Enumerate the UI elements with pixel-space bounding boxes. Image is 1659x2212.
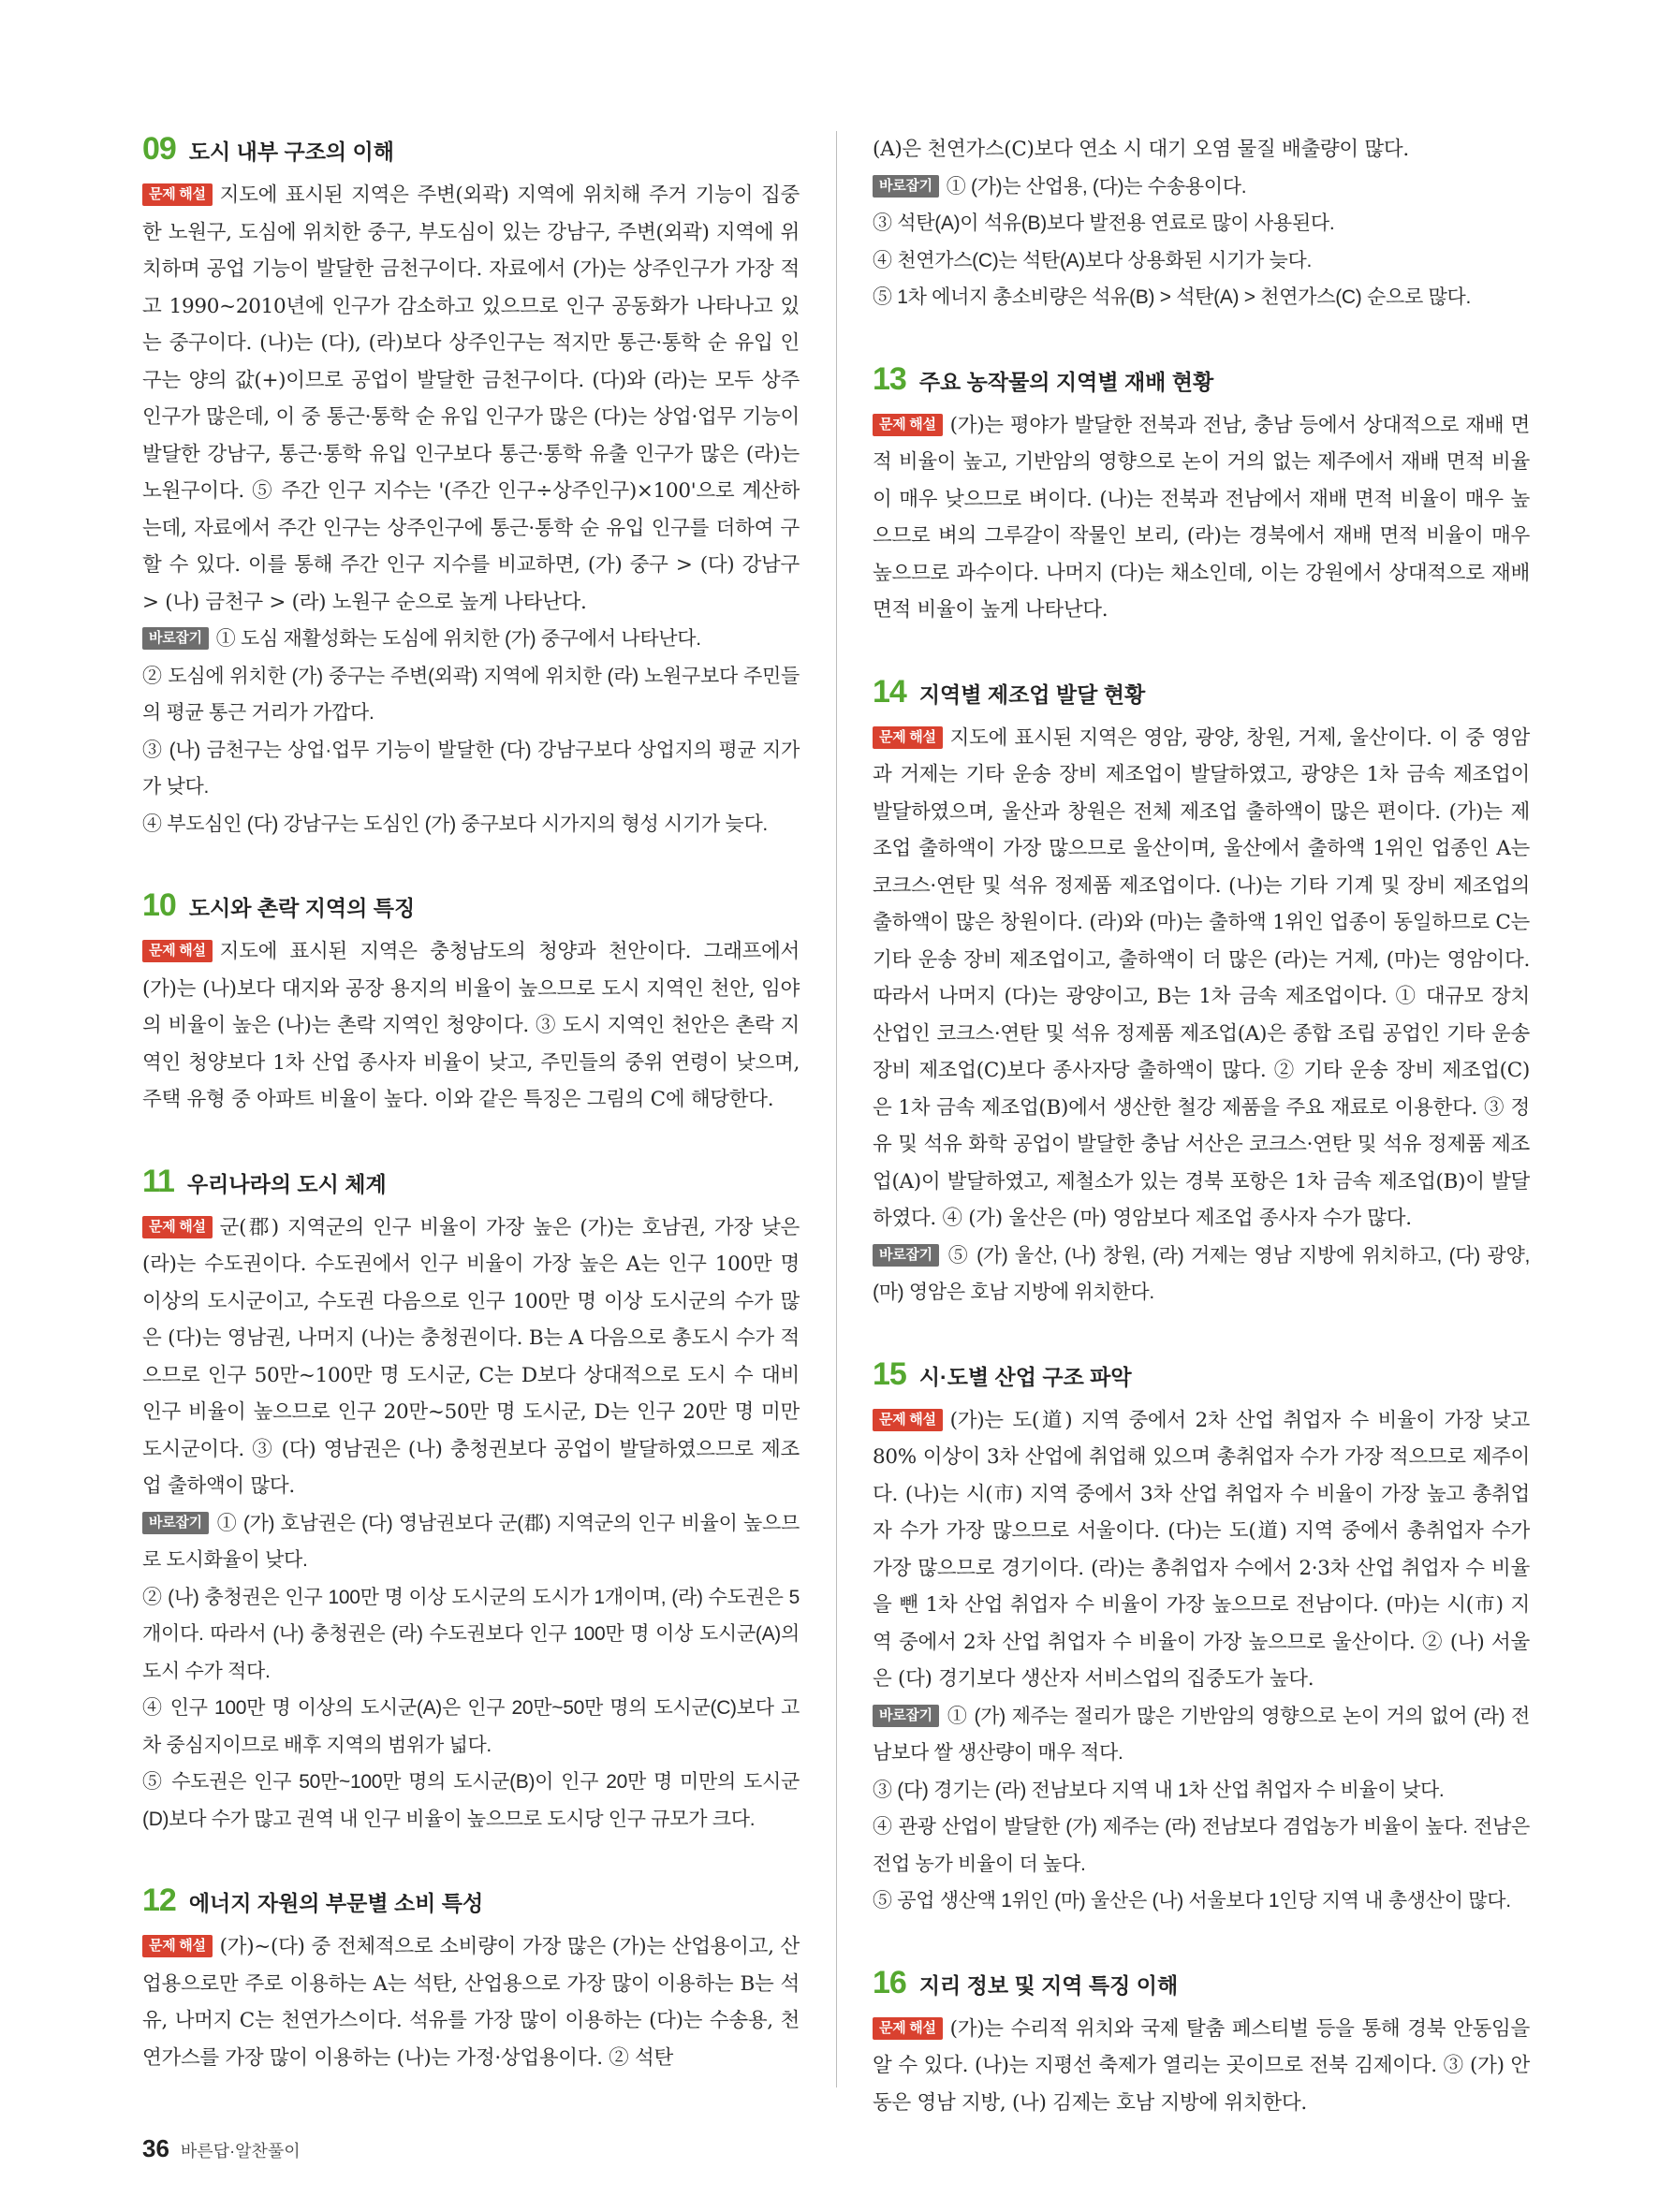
section-16 [873, 1965, 1530, 2122]
section-header [142, 1882, 800, 1919]
section-number: 09 [142, 131, 176, 167]
explanation-paragraph [142, 1928, 800, 2076]
section-header [873, 674, 1530, 710]
correction-item [142, 658, 800, 732]
corrections-continued [873, 168, 1530, 316]
right-column [873, 131, 1530, 2166]
explanation-badge: 문제 해설 [873, 726, 943, 749]
correction-item [873, 279, 1530, 316]
explanation-paragraph [142, 933, 800, 1119]
section-12 [142, 1882, 800, 2076]
correction-text: ② (나) 충청권은 인구 100만 명 이상 도시군의 도시가 1개이며, (라) 수도권은 5개이다. 따라서 (나) 충청권은 (라) 수도권보다 인구 100만 명 이상 도시군(A)의 도시 수가 적다. [142, 1586, 800, 1682]
book-title: 바른답·알찬풀이 [180, 2142, 301, 2161]
section-title: 주요 농작물의 지역별 재배 현황 [918, 369, 1214, 394]
explanation-badge: 문제 해설 [873, 1409, 943, 1431]
explanation-text: 지도에 표시된 지역은 영암, 광양, 창원, 거제, 울산이다. 이 중 영암과 거제는 기타 운송 장비 제조업이 발달하였고, 광양은 1차 금속 제조업이 발달하였으며, 울산과 창원은 전체 제조업 출하액이 많은 편이다. (가)는 제조업 출하액이 가장 많으므로 울산이며, 울산에서 출하액 1위인 업종인 A는 코크스·연탄 및 석유 정제품 제조업이다. (나)는 기타 기계 및 장비 제조업의 출하액이 많은 창원이다. (라)와 (마)는 출하액 1위인 업종이 동일하므로 C는 기타 운송 장비 제조업이고, 출하액이 더 많은 (라)는 거제, (마)는 영암이다. 따라서 나머지 (다)는 광양이고, B는 1차 금속 제조업이다. ① 대규모 장치 산업인 코크스·연탄 및 석유 정제품 제조업(A)은 종합 조립 공업인 기타 운송 장비 제조업(C)보다 종사자당 출하액이 많다. ② 기타 운송 장비 제조업(C)은 1차 금속 제조업(B)에서 생산한 철강 제품을 주요 재료로 이용한다. ③ 정유 및 석유 화학 공업이 발달한 충남 서산은 코크스·연탄 및 석유 정제품 제조업(A)이 발달하였고, 제철소가 있는 경북 포항은 1차 금속 제조업(B)이 발달하였다. ④ (가) 울산은 (마) 영암보다 제조업 종사자 수가 많다. [873, 725, 1530, 1230]
explanation-badge: 문제 해설 [142, 940, 213, 962]
section-number: 15 [873, 1355, 906, 1392]
section-header [873, 1356, 1530, 1393]
section-number: 11 [142, 1163, 174, 1199]
section-title: 지리 정보 및 지역 특징 이해 [918, 1972, 1179, 1998]
explanation-text: (가)는 평야가 발달한 전북과 전남, 충남 등에서 상대적으로 재배 면적 비율이 높고, 기반암의 영향으로 논이 거의 없는 제주에서 재배 면적 비율이 매우 낮으므로 벼이다. (나)는 전북과 전남에서 재배 면적 비율이 매우 높으므로 벼의 그루갈이 작물인 보리, (라)는 경북에서 재배 면적 비율이 매우 높으므로 과수이다. 나머지 (다)는 채소인데, 이는 강원에서 상대적으로 재배 면적 비율이 높게 나타난다. [873, 413, 1530, 622]
correction-item [142, 732, 800, 806]
correction-item [873, 205, 1530, 242]
column-divider [836, 131, 837, 2087]
section-number: 10 [142, 887, 176, 923]
section-header [873, 1965, 1530, 2001]
correction-badge: 바로잡기 [142, 1512, 209, 1534]
correction-item [873, 1698, 1530, 1772]
correction-text: ⑤ (가) 울산, (나) 창원, (라) 거제는 영남 지방에 위치하고, (다) 광양, (마) 영암은 호남 지방에 위치한다. [873, 1244, 1530, 1303]
section-title: 에너지 자원의 부문별 소비 특성 [188, 1891, 484, 1915]
section-11 [142, 1164, 800, 1838]
section-header [142, 1164, 800, 1200]
correction-text: ④ 관광 산업이 발달한 (가) 제주는 (라) 전남보다 겸업농가 비율이 높다. 전남은 전업 농가 비율이 더 높다. [873, 1816, 1530, 1875]
explanation-paragraph [873, 2011, 1530, 2122]
explanation-paragraph [873, 1402, 1530, 1698]
correction-text: ⑤ 수도권은 인구 50만~100만 명의 도시군(B)이 인구 20만 명 미만의 도시군(D)보다 수가 많고 권역 내 인구 비율이 높으므로 도시당 인구 규모가 크다. [142, 1771, 800, 1830]
explanation-text: (가)는 도(道) 지역 중에서 2차 산업 취업자 수 비율이 가장 낮고 80% 이상이 3차 산업에 취업해 있으며 총취업자 수가 가장 적으므로 제주이다. (나)는 시(市) 지역 중에서 3차 산업 취업자 수 비율이 가장 높고 총취업자 수가 가장 많으므로 서울이다. (다)는 도(道) 지역 중에서 총취업자 수가 가장 많으므로 경기이다. (라)는 총취업자 수에서 2·3차 산업 취업자 수 비율을 뺀 1차 산업 취업자 수 비율이 가장 높으므로 전남이다. (마)는 시(市) 지역 중에서 2차 산업 취업자 수 비율이 가장 높으므로 울산이다. ② (나) 서울은 (다) 경기보다 생산자 서비스업의 집중도가 높다. [873, 1408, 1530, 1691]
explanation-text: 군(郡) 지역군의 인구 비율이 가장 높은 (가)는 호남권, 가장 낮은 (라)는 수도권이다. 수도권에서 인구 비율이 가장 높은 A는 인구 100만 명 이상의 도시군이고, 수도권 다음으로 인구 100만 명 이상 도시군의 수가 많은 (다)는 영남권, 나머지 (나)는 충청권이다. B는 A 다음으로 총도시 수가 적으므로 인구 50만~100만 명 도시군, C는 D보다 상대적으로 도시 수 대비 인구 비율이 높으므로 인구 20만~50만 명 도시군, D는 인구 20만 명 미만 도시군이다. ③ (다) 영남권은 (나) 충청권보다 공업이 발달하였으므로 제조업 출하액이 많다. [142, 1215, 800, 1498]
explanation-badge: 문제 해설 [142, 183, 213, 206]
explanation-paragraph [873, 407, 1530, 629]
page-number: 36 [142, 2134, 169, 2162]
correction-badge: 바로잡기 [873, 175, 939, 198]
section-13 [873, 361, 1530, 629]
section-title: 우리나라의 도시 체계 [186, 1171, 387, 1196]
correction-item [142, 806, 800, 843]
correction-text: ④ 천연가스(C)는 석탄(A)보다 상용화된 시기가 늦다. [873, 249, 1312, 271]
section-number: 13 [873, 360, 906, 397]
correction-item [873, 1772, 1530, 1809]
correction-badge: 바로잡기 [142, 627, 209, 650]
section-title: 도시와 촌락 지역의 특징 [188, 896, 416, 920]
explanation-badge: 문제 해설 [873, 414, 943, 436]
explanation-badge: 문제 해설 [873, 2017, 943, 2040]
correction-item [142, 1764, 800, 1838]
correction-badge: 바로잡기 [873, 1244, 939, 1267]
section-number: 14 [873, 673, 906, 710]
correction-text: ③ 석탄(A)이 석유(B)보다 발전용 연료로 많이 사용된다. [873, 212, 1335, 234]
section-number: 12 [142, 1882, 176, 1918]
explanation-paragraph [142, 1209, 800, 1505]
section-header [142, 131, 800, 168]
explanation-continued: (A)은 천연가스(C)보다 연소 시 대기 오염 물질 배출량이 많다. [873, 138, 1409, 161]
explanation-paragraph [142, 177, 800, 621]
explanation-text: 지도에 표시된 지역은 충청남도의 청양과 천안이다. 그래프에서 (가)는 (나)보다 대지와 공장 용지의 비율이 높으므로 도시 지역인 천안, 임야의 비율이 높은 (나)는 촌락 지역인 청양이다. ③ 도시 지역인 천안은 촌락 지역인 청양보다 1차 산업 종사자 비율이 낮고, 주민들의 중위 연령이 낮으며, 주택 유형 중 아파트 비율이 높다. 이와 같은 특징은 그림의 C에 해당한다. [142, 940, 800, 1111]
correction-text: ① (가) 호남권은 (다) 영남권보다 군(郡) 지역군의 인구 비율이 높으므로 도시화율이 낮다. [142, 1512, 800, 1571]
correction-item [142, 621, 800, 658]
section-title: 지역별 제조업 발달 현황 [918, 681, 1146, 707]
section-header [873, 361, 1530, 398]
explanation-text: (가)~(다) 중 전체적으로 소비량이 가장 많은 (가)는 산업용이고, 산업용으로만 주로 이용하는 A는 석탄, 산업용으로 가장 많이 이용하는 B는 석유, 나머지 C는 천연가스이다. 석유를 가장 많이 이용하는 (다)는 수송용, 천연가스를 가장 많이 이용하는 (나)는 가정·상업용이다. ② 석탄 [142, 1935, 800, 2070]
explanation-text: 지도에 표시된 지역은 주변(외곽) 지역에 위치해 주거 기능이 집중한 노원구, 도심에 위치한 중구, 부도심이 있는 강남구, 주변(외곽) 지역에 위치하며 공업 기능이 발달한 금천구이다. 자료에서 (가)는 상주인구가 가장 적고 1990~2010년에 인구가 감소하고 있으므로 인구 공동화가 나타나고 있는 중구이다. (나)는 (다), (라)보다 상주인구는 적지만 통근·통학 순 유입 인구는 양의 값(+)이므로 공업이 발달한 금천구이다. (다)와 (라)는 모두 상주인구가 많은데, 이 중 통근·통학 순 유입 인구가 많은 (다)는 상업·업무 기능이 발달한 강남구, 통근·통학 유입 인구보다 통근·통학 유출 인구가 많은 (라)는 노원구이다. ⑤ 주간 인구 지수는 '(주간 인구÷상주인구)×100'으로 계산하는데, 자료에서 주간 인구는 상주인구에 통근·통학 순 유입 인구를 더하여 구할 수 있다. 이를 통해 주간 인구 지수를 비교하면, (가) 중구 > (다) 강남구 > (나) 금천구 > (라) 노원구 순으로 높게 나타난다. [142, 183, 800, 614]
correction-text: ① (가)는 산업용, (다)는 수송용이다. [946, 175, 1247, 198]
correction-text: ④ 부도심인 (다) 강남구는 도심인 (가) 중구보다 시가지의 형성 시기가 늦다. [142, 813, 768, 835]
section-10 [142, 887, 800, 1119]
section-header [142, 887, 800, 924]
correction-item [142, 1579, 800, 1691]
section-14 [873, 674, 1530, 1311]
correction-text: ③ (나) 금천구는 상업·업무 기능이 발달한 (다) 강남구보다 상업지의 평균 지가가 낮다. [142, 739, 800, 798]
section-title: 시·도별 산업 구조 파악 [918, 1364, 1132, 1389]
correction-item [873, 168, 1530, 206]
correction-text: ③ (다) 경기는 (라) 전남보다 지역 내 1차 산업 취업자 수 비율이 낮다. [873, 1779, 1445, 1801]
explanation-badge: 문제 해설 [142, 1216, 213, 1238]
explanation-paragraph [873, 720, 1530, 1238]
correction-item [142, 1690, 800, 1764]
explanation-badge: 문제 해설 [142, 1935, 213, 1957]
section-number: 16 [873, 1964, 906, 2000]
correction-text: ④ 인구 100만 명 이상의 도시군(A)은 인구 20만~50만 명의 도시군(C)보다 고차 중심지이므로 배후 지역의 범위가 넓다. [142, 1697, 800, 1756]
correction-text: ① (가) 제주는 절리가 많은 기반암의 영향으로 논이 거의 없어 (라) 전남보다 쌀 생산량이 매우 적다. [873, 1705, 1530, 1764]
section-title: 도시 내부 구조의 이해 [188, 139, 394, 164]
correction-text: ② 도심에 위치한 (가) 중구는 주변(외곽) 지역에 위치한 (라) 노원구보다 주민들의 평균 통근 거리가 가깝다. [142, 665, 800, 724]
section-12-continued [873, 131, 1530, 316]
correction-item [142, 1505, 800, 1579]
section-15 [873, 1356, 1530, 1920]
correction-text: ① 도심 재활성화는 도심에 위치한 (가) 중구에서 나타난다. [215, 628, 701, 650]
left-column [142, 131, 800, 2121]
section-09 [142, 131, 800, 842]
footer [142, 2134, 301, 2163]
explanation-text: (가)는 수리적 위치와 국제 탈춤 페스티벌 등을 통해 경북 안동임을 알 수 있다. (나)는 지평선 축제가 열리는 곳이므로 전북 김제이다. ③ (가) 안동은 영남 지방, (나) 김제는 호남 지방에 위치한다. [873, 2016, 1530, 2115]
correction-item [873, 1238, 1530, 1311]
correction-item [873, 242, 1530, 280]
correction-item [873, 1882, 1530, 1920]
correction-text: ⑤ 1차 에너지 총소비량은 석유(B) > 석탄(A) > 천연가스(C) 순으로 많다. [873, 286, 1472, 308]
correction-badge: 바로잡기 [873, 1705, 939, 1727]
correction-item [873, 1809, 1530, 1882]
correction-text: ⑤ 공업 생산액 1위인 (마) 울산은 (나) 서울보다 1인당 지역 내 총생산이 많다. [873, 1890, 1511, 1912]
